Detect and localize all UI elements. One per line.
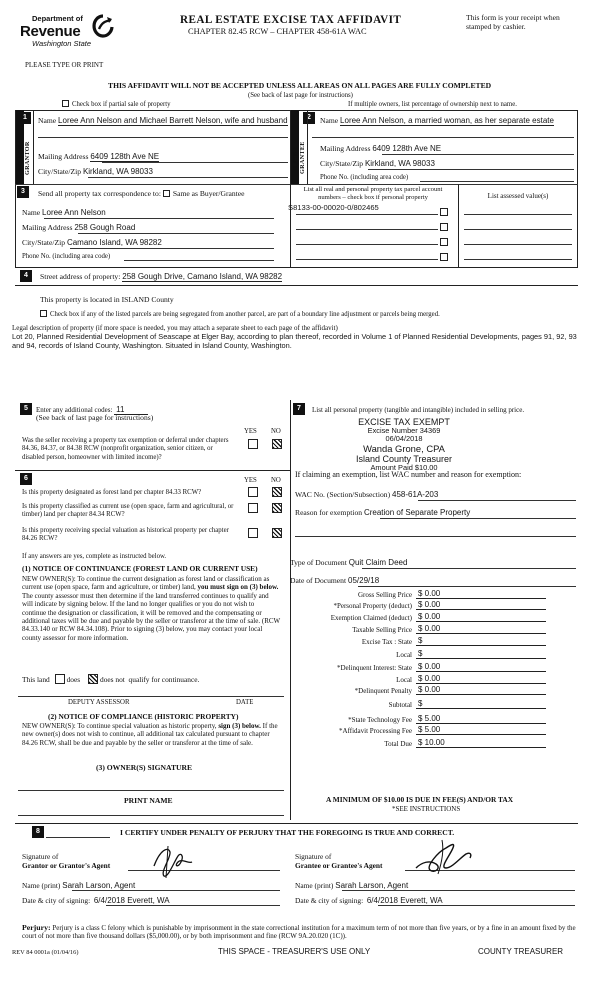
buyer-city[interactable]: Kirkland, WA 98033 — [364, 159, 435, 168]
grantor-date-row: Date & city of signing: 6/4/2018 Everett, WA — [22, 896, 170, 905]
parcel-checkbox-2[interactable] — [440, 223, 448, 231]
use-code[interactable]: 11 — [114, 405, 148, 415]
parcel-checkbox-1[interactable] — [440, 208, 448, 216]
footer-rev: REV 84 0001a (01/04/16) — [12, 949, 79, 956]
agency-line1: Department of — [32, 14, 83, 23]
agency-line3: Washington State — [32, 39, 92, 48]
dor-logo-icon — [92, 14, 114, 38]
stamp-line5: Island County Treasurer — [355, 454, 453, 465]
fee-label: Total Due — [384, 740, 412, 748]
street-address[interactable]: 258 Gough Drive, Camano Island, WA 98282 — [122, 272, 283, 281]
buyer-city-row: City/State/Zip Kirkland, WA 98033 — [320, 159, 435, 168]
parcel-checkbox-3[interactable] — [440, 238, 448, 246]
grantor-signature[interactable] — [148, 842, 196, 880]
grantor-date[interactable]: 6/4/2018 Everett, WA — [93, 896, 170, 905]
parcel-header: List all real and personal property tax parcel account numbers – check box if personal property — [303, 186, 443, 201]
perjury-notice: Perjury: Perjury is a class C felony which is punishable by imprisonment in the state correctional institution for a maximum term of not more than five years, or by a fine in an amount fixed by the court of not more than five thousand dollars ($5,000.00), or by both imprisonment and fine (RCW 9A.20.020 (1C)). — [22, 923, 576, 941]
section5-q1: Was the seller receiving a property tax exemption or deferral under chapters 84.36, 84.37, or 84.38 RCW (nonprofit organization, senior citizen, or disabled person, homeowner with limited income)? — [22, 437, 229, 461]
seller-city-row: City/State/Zip Kirkland, WA 98033 — [38, 167, 153, 176]
form-title: REAL ESTATE EXCISE TAX AFFIDAVIT — [180, 14, 402, 26]
buyer-name[interactable]: Loree Ann Nelson, a married woman, as her separate estate — [340, 116, 554, 125]
grantee-signature[interactable] — [412, 838, 476, 878]
corr-city[interactable]: Camano Island, WA 98282 — [66, 238, 162, 247]
buyer-phone-label: Phone No. (including area code) — [320, 174, 409, 181]
assessor-date: DATE — [236, 699, 254, 706]
doc-date[interactable]: 05/29/18 — [348, 576, 380, 585]
partial-sale-checkbox[interactable] — [62, 100, 69, 107]
buyer-label: BUYER GRANTEE — [292, 141, 307, 175]
seller-mail[interactable]: 6409 128th Ave NE — [90, 152, 160, 161]
seller-name[interactable]: Loree Ann Nelson and Michael Barrett Nelson, wife and husband — [58, 116, 288, 125]
fee-label: Local — [396, 676, 412, 684]
section5-no: NO — [271, 428, 281, 435]
fee-label: Subtotal — [388, 701, 412, 709]
dor-logo — [20, 12, 120, 54]
type-print: PLEASE TYPE OR PRINT — [25, 61, 104, 69]
personal-property-label: List all personal property (tangible and intangible) included in selling price. — [312, 406, 525, 414]
same-as-buyer-checkbox[interactable] — [163, 190, 170, 197]
fee-value[interactable]: $ — [416, 636, 546, 646]
seller-name-row: Name Loree Ann Nelson and Michael Barrett Nelson, wife and husband — [38, 116, 288, 125]
q6-2-no-checkbox[interactable] — [272, 503, 282, 513]
fee-value[interactable]: $ 0.00 — [416, 662, 546, 672]
fee-value[interactable]: $ 0.00 — [416, 674, 546, 684]
stamp-line3: 06/04/2018 — [385, 434, 423, 444]
buyer-mail[interactable]: 6409 128th Ave NE — [372, 144, 442, 153]
partial-sale[interactable] — [62, 100, 171, 109]
section-3-badge: 3 — [17, 186, 29, 198]
q6-1-yes-checkbox[interactable] — [248, 487, 258, 497]
fee-label: *Personal Property (deduct) — [333, 602, 412, 610]
receipt-note: This form is your receipt when stamped by cashier. — [466, 13, 560, 31]
grantee-name-row: Name (print) Sarah Larson, Agent — [295, 881, 409, 890]
grantee-name[interactable]: Sarah Larson, Agent — [335, 881, 409, 890]
parcel-number[interactable]: S8133-00-00020-0/802465 — [288, 203, 379, 212]
section6-q3: Is this property receiving special valuation as historical property per chapter 84.26 RCW? — [22, 527, 229, 542]
grantee-date[interactable]: 6/4/2018 Everett, WA — [366, 896, 443, 905]
footer-county-treasurer: COUNTY TREASURER — [478, 947, 564, 956]
section-2-badge: 2 — [303, 112, 315, 124]
segregated-row: Check box if any of the listed parcels are being segregated from another parcel, are part of a boundary line adjustment or parcels being merged. — [40, 310, 440, 319]
located-text: This property is located in ISLAND County — [40, 295, 174, 304]
wac-row: WAC No. (Section/Subsection) 458-61A-203 — [295, 490, 439, 499]
fee-label: *State Technology Fee — [348, 716, 412, 724]
land-does-not-checkbox[interactable] — [88, 674, 98, 684]
q5-no-checkbox[interactable] — [272, 439, 282, 449]
fee-value[interactable]: $ 0.00 — [416, 624, 546, 634]
q6-2-yes-checkbox[interactable] — [248, 503, 258, 513]
section6-yes: YES — [244, 477, 257, 484]
footer-treasurer-use: THIS SPACE - TREASURER'S USE ONLY — [218, 947, 371, 956]
fee-value[interactable]: $ 0.00 — [416, 685, 546, 695]
deputy-assessor: DEPUTY ASSESSOR — [68, 699, 130, 706]
fee-label: Taxable Selling Price — [352, 626, 412, 634]
owner-signature-label: (3) OWNER(S) SIGNATURE — [96, 763, 193, 772]
fee-value[interactable]: $ 0.00 — [416, 589, 546, 599]
minimum-notice: A MINIMUM OF $10.00 IS DUE IN FEE(S) AND/OR TAX — [326, 795, 514, 804]
reason[interactable]: Creation of Separate Property — [363, 508, 471, 517]
reason-row: Reason for exemption Creation of Separate Property — [295, 508, 471, 517]
section-8-badge: 8 — [32, 826, 44, 838]
land-qualify-row: This land does does not qualify for continuance. — [22, 675, 200, 684]
if-yes-text: If any answers are yes, complete as instructed below. — [22, 553, 167, 560]
section5-see-back: (See back of last page for instructions) — [36, 413, 154, 422]
stamp-line1: EXCISE TAX EXEMPT — [358, 417, 450, 427]
corr-city-row: City/State/Zip Camano Island, WA 98282 — [22, 238, 162, 247]
certify-text: I CERTIFY UNDER PENALTY OF PERJURY THAT THE FOREGOING IS TRUE AND CORRECT. — [120, 828, 455, 837]
legal-label: Legal description of property (if more space is needed, you may attach a separate sheet to each page of the affidavit) — [12, 324, 338, 332]
doc-type-row: Type of Document Quit Claim Deed — [290, 558, 408, 567]
fee-label: *Affidavit Processing Fee — [339, 727, 412, 735]
corr-mail-row: Mailing Address 258 Gough Road — [22, 223, 136, 232]
seller-city[interactable]: Kirkland, WA 98033 — [82, 167, 153, 176]
street-row: Street address of property: 258 Gough Drive, Camano Island, WA 98282 — [40, 272, 283, 281]
fee-label: Gross Selling Price — [357, 591, 412, 599]
notice2-text: NEW OWNER(S): To continue special valuation as historic property, sign (3) below. If the new owner(s) does not wish to continue, all additional tax calculated pursuant to chapter 84.26 RCW, shall be due and payable by the seller or transferor at the time of sale. — [22, 722, 278, 747]
seller-mail-row: Mailing Address 6409 128th Ave NE — [38, 152, 160, 161]
warning-text: THIS AFFIDAVIT WILL NOT BE ACCEPTED UNLESS ALL AREAS ON ALL PAGES ARE FULLY COMPLETED — [108, 81, 492, 90]
fee-value[interactable]: $ — [416, 699, 546, 709]
section6-q1: Is this property designated as forest land per chapter 84.33 RCW? — [22, 489, 202, 496]
print-name-label: PRINT NAME — [124, 796, 173, 805]
multiple-owners: If multiple owners, list percentage of ownership next to name. — [348, 101, 517, 108]
q6-1-no-checkbox[interactable] — [272, 487, 282, 497]
q6-3-no-checkbox[interactable] — [272, 528, 282, 538]
fee-value[interactable]: $ 0.00 — [416, 600, 546, 610]
segregated-checkbox[interactable] — [40, 310, 47, 317]
fee-label: *Delinquent Penalty — [354, 687, 412, 695]
agency-line2: Revenue — [20, 23, 81, 40]
section5-yes: YES — [244, 428, 257, 435]
section6-no: NO — [271, 477, 281, 484]
fee-value[interactable]: $ 5.00 — [416, 714, 546, 724]
grantee-sig-label: Signature of Grantee or Grantee's Agent — [295, 852, 383, 870]
corr-name[interactable]: Loree Ann Nelson — [42, 208, 106, 217]
fee-label: Exemption Claimed (deduct) — [330, 614, 412, 622]
q5-yes-checkbox[interactable] — [248, 439, 258, 449]
stamp-line6: Amount Paid $10.00 — [370, 463, 438, 473]
see-back: (See back of last page for instructions) — [248, 92, 353, 99]
land-does-checkbox[interactable] — [55, 674, 65, 684]
form-subtitle: CHAPTER 82.45 RCW – CHAPTER 458-61A WAC — [188, 27, 367, 36]
fee-value[interactable]: $ 5.00 — [416, 725, 546, 735]
section-6-badge: 6 — [20, 473, 32, 485]
fee-label: *Delinquent Interest: State — [336, 664, 412, 672]
stamp-line4: Wanda Grone, CPA — [363, 442, 445, 454]
assessed-header: List assessed value(s) — [487, 192, 549, 200]
exemption-label: If claiming an exemption, list WAC number and reason for exemption: — [295, 470, 522, 479]
notice1-text: NEW OWNER(S): To continue the current designation as forest land or classification as current use (open space, farm and agriculture, or timber) land, you must sign on (3) below. The county assessor must then determine if the land transferred continues to qualify and will indicate by signing below. If the land no longer qualifies or you do not wish to continue the designation or classification, it will be removed and the compensating or additional taxes will be due and payable by the seller or transferor at the time of sale. (RCW 84.33.140 or RCW 84.34.108). Prior to signing (3) below, you may contact your local county assessor for more information. — [22, 575, 281, 642]
seller-label: SELLER GRANTOR — [17, 141, 32, 175]
fee-label: Local — [396, 651, 412, 659]
buyer-mail-row: Mailing Address 6409 128th Ave NE — [320, 144, 442, 153]
grantor-name-row: Name (print) Sarah Larson, Agent — [22, 881, 136, 890]
legal-description[interactable]: Lot 20, Planned Residential Development of Seascape at Elger Bay, according to plan thereof, recorded in Volume 1 of Planned Residential Developments, pages 91, 92, 93 and 94, records of Island County, Washington. Situated in Island County, Washington. — [12, 332, 577, 350]
send-row: Send all property tax correspondence to: Same as Buyer/Grantee — [38, 189, 245, 198]
fee-label: Excise Tax : State — [361, 638, 412, 646]
section-7-badge: 7 — [293, 403, 305, 415]
fee-value[interactable]: $ 0.00 — [416, 612, 546, 622]
corr-mail[interactable]: 258 Gough Road — [74, 223, 136, 232]
doc-type[interactable]: Quit Claim Deed — [348, 558, 408, 567]
q6-3-yes-checkbox[interactable] — [248, 528, 258, 538]
see-instructions: *SEE INSTRUCTIONS — [392, 805, 461, 813]
corr-name-row: Name Loree Ann Nelson — [22, 208, 106, 217]
parcel-checkbox-4[interactable] — [440, 253, 448, 261]
fee-value[interactable]: $ — [416, 649, 546, 659]
fee-value[interactable]: $ 10.00 — [416, 738, 546, 748]
partial-sale-label: Check box if partial sale of property — [72, 101, 171, 108]
corr-phone-label: Phone No. (including area code) — [22, 253, 111, 260]
exempt-stamp — [324, 417, 484, 473]
notice1-title: (1) NOTICE OF CONTINUANCE (FOREST LAND OR CURRENT USE) — [22, 564, 258, 573]
section-4-badge: 4 — [20, 270, 32, 282]
notice2-title: (2) NOTICE OF COMPLIANCE (HISTORIC PROPERTY) — [48, 712, 239, 721]
section6-q2: Is this property classified as current use (open space, farm and agricultural, or timber) land per chapter 84.34 RCW? — [22, 503, 234, 518]
buyer-name-row: Name Loree Ann Nelson, a married woman, as her separate estate — [320, 116, 554, 125]
section-5-badge: 5 — [20, 403, 32, 415]
wac-number[interactable]: 458-61A-203 — [392, 490, 439, 499]
doc-date-row: Date of Document 05/29/18 — [290, 576, 380, 585]
stamp-line2: Excise Number 34369 — [367, 426, 441, 436]
use-code-row: Enter any additional codes: 11 — [36, 405, 148, 414]
grantee-date-row: Date & city of signing: 6/4/2018 Everett, WA — [295, 896, 443, 905]
section-1-badge: 1 — [19, 112, 31, 124]
grantor-name[interactable]: Sarah Larson, Agent — [62, 881, 136, 890]
grantor-sig-label: Signature of Grantor or Grantor's Agent — [22, 852, 111, 870]
